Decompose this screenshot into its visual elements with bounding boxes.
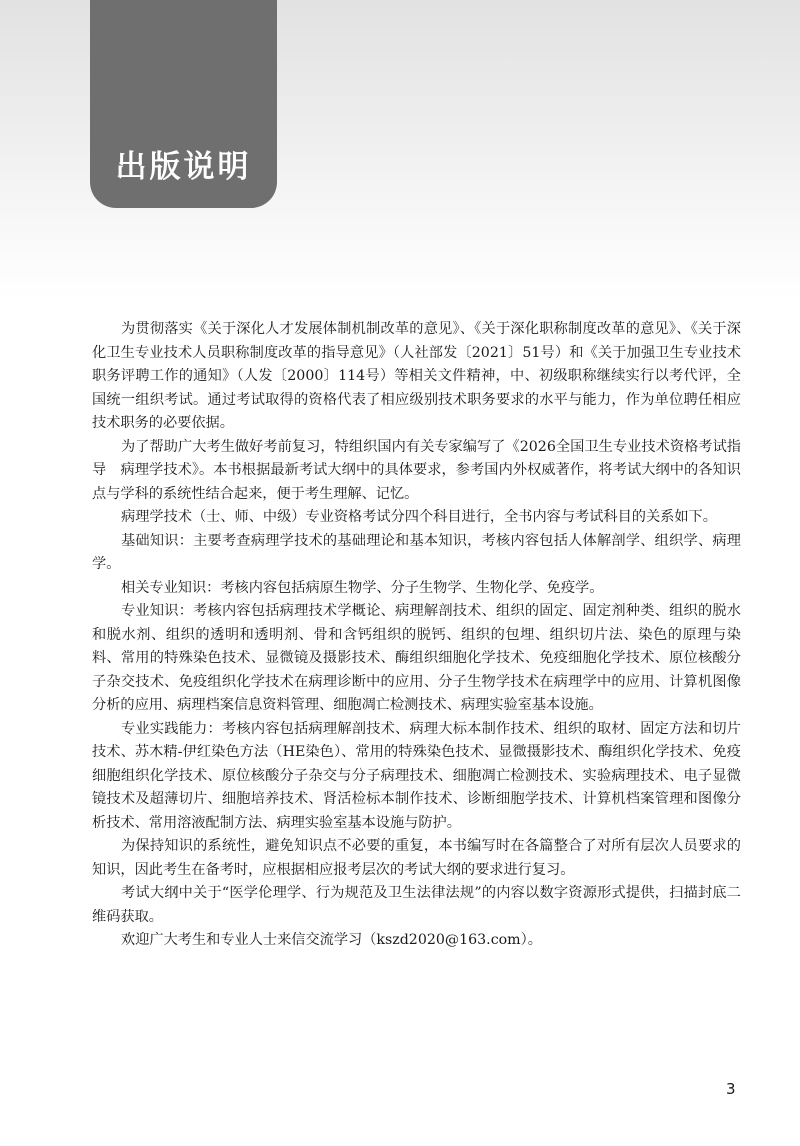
paragraph: 专业实践能力：考核内容包括病理解剖技术、病理大标本制作技术、组织的取材、固定方法和切片技术、苏木精-伊红染色方法（HE染色）、常用的特殊染色技术、显微摄影技术、酶组织化学技术、免疫细胞组织化学技术、原位核酸分子杂交与分子病理技术、细胞凋亡检测技术、实验病理技术、电子显微镜技术及超薄切片、细胞培养技术、肾活检标本制作技术、诊断细胞学技术、计算机档案管理和图像分析技术、常用溶液配制方法、病理实验室基本设施与防护。 [92,720,741,831]
title-tab [90,0,277,208]
paragraph: 为了帮助广大考生做好考前复习，特组织国内有关专家编写了《2026全国卫生专业技术资格考试指导 病理学技术》。本书根据最新考试大纲中的具体要求，参考国内外权威著作，将考试大纲中的各知识点与学科的系统性结合起来，便于考生理解、记忆。 [92,438,741,502]
body-text [92,318,741,953]
paragraph: 基础知识：主要考查病理学技术的基础理论和基本知识，考核内容包括人体解剖学、组织学、病理学。 [92,532,741,572]
page-number: 3 [726,1080,736,1098]
page-title: 出版说明 [115,149,252,185]
paragraph: 为贯彻落实《关于深化人才发展体制机制改革的意见》、《关于深化职称制度改革的意见》、《关于深化卫生专业技术人员职称制度改革的指导意见》（人社部发〔2021〕51号）和《关于加强卫生专业技术职务评聘工作的通知》（人发〔2000〕114号）等相关文件精神，中、初级职称继续实行以考代评，全国统一组织考试。通过考试取得的资格代表了相应级别技术职务要求的水平与能力，作为单位聘任相应技术职务的必要依据。 [92,321,741,431]
paragraph: 欢迎广大考生和专业人士来信交流学习（kszd2020@163.com）。 [121,932,542,948]
paragraph: 专业知识：考核内容包括病理技术学概论、病理解剖技术、组织的固定、固定剂种类、组织的脱水和脱水剂、组织的透明和透明剂、骨和含钙组织的脱钙、组织的包埋、组织切片法、染色的原理与染料、常用的特殊染色技术、显微镜及摄影技术、酶组织细胞化学技术、免疫细胞化学技术、原位核酸分子杂交技术、免疫组织化学技术在病理诊断中的应用、分子生物学技术在病理学中的应用、计算机图像分析的应用、病理档案信息资料管理、细胞凋亡检测技术、病理实验室基本设施。 [92,603,741,713]
paragraph: 病理学技术（士、师、中级）专业资格考试分四个科目进行，全书内容与考试科目的关系如下。 [121,509,717,525]
paragraph: 相关专业知识：考核内容包括病原生物学、分子生物学、生物化学、免疫学。 [121,579,604,596]
paragraph: 考试大纲中关于“医学伦理学、行为规范及卫生法律法规”的内容以数字资源形式提供，扫描封底二维码获取。 [92,885,741,925]
paragraph: 为保持知识的系统性，避免知识点不必要的重复，本书编写时在各篇整合了对所有层次人员要求的知识，因此考生在备考时，应根据相应报考层次的考试大纲的要求进行复习。 [92,838,741,878]
